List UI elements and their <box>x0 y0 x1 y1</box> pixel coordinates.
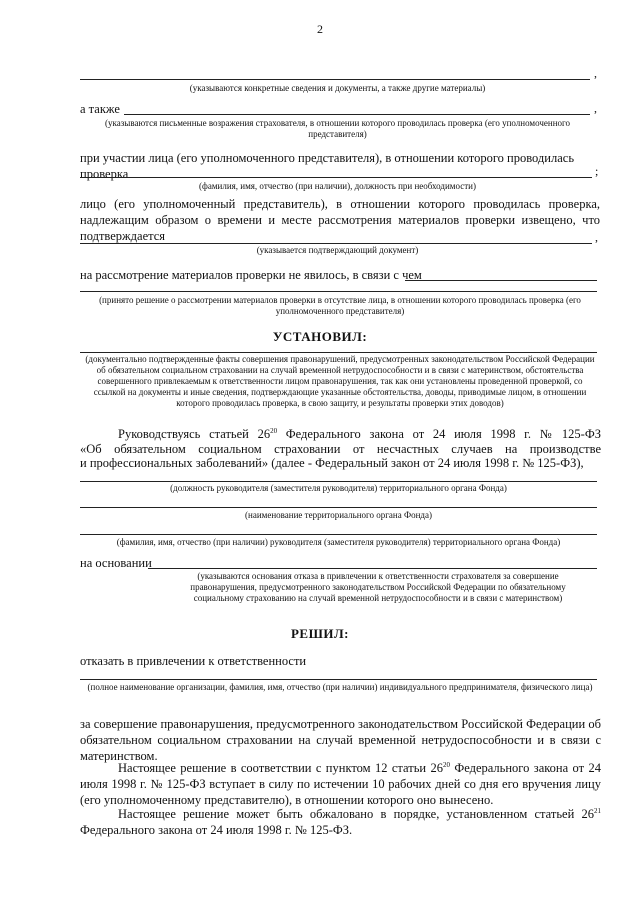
participation-text: при участии лица (его уполномоченного представителя), в отношении которого проводилась проверка <box>80 151 575 181</box>
fill-line-absence-2 <box>80 291 597 292</box>
closing-p3-text-a: Настоящее решение может быть обжаловано в порядке, установленном статьей 26 <box>118 807 594 821</box>
caption-materials: (указываются конкретные сведения и документы, а также другие материалы) <box>189 83 486 93</box>
closing-p3-sup: 21 <box>594 806 601 815</box>
fill-line-document <box>80 243 592 244</box>
guided-sup: 20 <box>270 426 278 435</box>
closing-paragraph-3 <box>80 806 601 838</box>
closing-p2-sup: 20 <box>442 760 450 769</box>
line-end-semicolon: ; <box>595 164 599 178</box>
closing-p2-text-a: Настоящее решение в соответствии с пунктом 12 статьи 26 <box>118 761 443 775</box>
notification-text: лицо (его уполномоченный представитель), в отношении которого проводилась проверка, надлежащим образом о времени и месте рассмотрения материалов проверки извещено, что подтверждается <box>80 197 600 243</box>
heading-decided: РЕШИЛ: <box>290 626 349 641</box>
line-end-comma: , <box>594 66 597 80</box>
guided-text-a: Руководствуясь статьей 26 <box>118 427 271 441</box>
caption-participant: (фамилия, имя, отчество (при наличии), должность при необходимости) <box>199 181 476 191</box>
fill-line-fund-office <box>80 507 597 508</box>
caption-fund-office: (наименование территориального органа Фонда) <box>245 510 432 520</box>
closing-p3-text-b: Федерального закона от 24 июля 1998 г. № 125-ФЗ. <box>80 823 353 837</box>
closing-p2-text-b: Федерального закона от 24 июля 1998 г. № 125-ФЗ вступает в силу по истечении 10 рабочих дней со дня его вручения лицу (его уполномоченному представителю), в отношении которого оно вынесено. <box>80 761 601 807</box>
fill-line-head-name <box>80 534 597 535</box>
fill-line-objections <box>124 114 590 115</box>
fill-line-materials <box>80 79 590 80</box>
fill-line-absence <box>405 280 597 281</box>
fill-line-basis <box>148 568 597 569</box>
guided-text-b: Федерального закона от 24 июля 1998 г. № 125-ФЗ <box>277 427 601 441</box>
line-end-comma: , <box>594 101 597 115</box>
basis-label: на основании <box>80 556 152 570</box>
guided-line-3: и профессиональных заболеваний» (далее - Федеральный закон от 24 июля 1998 г. № 125-ФЗ), <box>80 456 584 470</box>
guided-line-1 <box>118 426 601 442</box>
caption-offender: (полное наименование организации, фамилия, имя, отчество (при наличии) индивидуального предпринимателя, физического лица) <box>87 682 593 692</box>
fill-line-offender <box>80 679 597 680</box>
page-number: 2 <box>317 22 323 36</box>
closing-paragraph-1: за совершение правонарушения, предусмотренного законодательством Российской Федерации об обязательном социальном страховании на случай временной нетрудоспособности и в связи с материнством. <box>80 717 601 763</box>
caption-basis: (указываются основания отказа в привлечении к ответственности страхователя за совершение правонарушения, предусмотренного законодательством Российской Федерации по обязательному социальному страхованию на случай временной нетрудоспособности и в связи с материнством) <box>190 571 566 603</box>
caption-head-position: (должность руководителя (заместителя руководителя) территориального органа Фонда) <box>170 483 507 493</box>
caption-established: (документально подтвержденные факты совершения правонарушений, предусмотренных законодательством Российской Федерации об обязательном социальном страховании на случай временной нетрудоспособности и в связи с материнством, обстоятельства совершенного привлекаемым к ответственности лицом правонарушения, так как они установлены проведенной проверкой, со ссылкой на документы и иные сведения, подтверждающие указанные обстоятельства, доводы, приводимые лицом, в отношении которого проводилась проверка, в свою защиту, и результаты проверки этих доводов) <box>85 354 595 408</box>
closing-paragraph-2 <box>80 760 601 808</box>
caption-absence: (принято решение о рассмотрении материалов проверки в отсутствие лица, в отношении которого проводилась проверка (его уполномоченного представителя) <box>99 295 581 316</box>
absence-text: на рассмотрение материалов проверки не явилось, в связи с чем <box>80 268 422 282</box>
caption-objections: (указываются письменные возражения страхователя, в отношении которого проводилась проверка (его уполномоченного представителя) <box>104 118 570 139</box>
refuse-text: отказать в привлечении к ответственности <box>80 654 307 668</box>
fill-line-head-position <box>80 481 597 482</box>
caption-document: (указывается подтверждающий документ) <box>256 245 419 255</box>
also-label: а также <box>80 102 120 116</box>
guided-line-2: «Об обязательном социальном страховании от несчастных случаев на производстве <box>80 442 601 456</box>
caption-head-name: (фамилия, имя, отчество (при наличии) руководителя (заместителя руководителя) территориального органа Фонда) <box>116 537 561 547</box>
line-end-comma: , <box>595 230 598 244</box>
heading-established: УСТАНОВИЛ: <box>272 329 368 344</box>
fill-line-established <box>80 352 597 353</box>
fill-line-participant <box>80 177 592 178</box>
